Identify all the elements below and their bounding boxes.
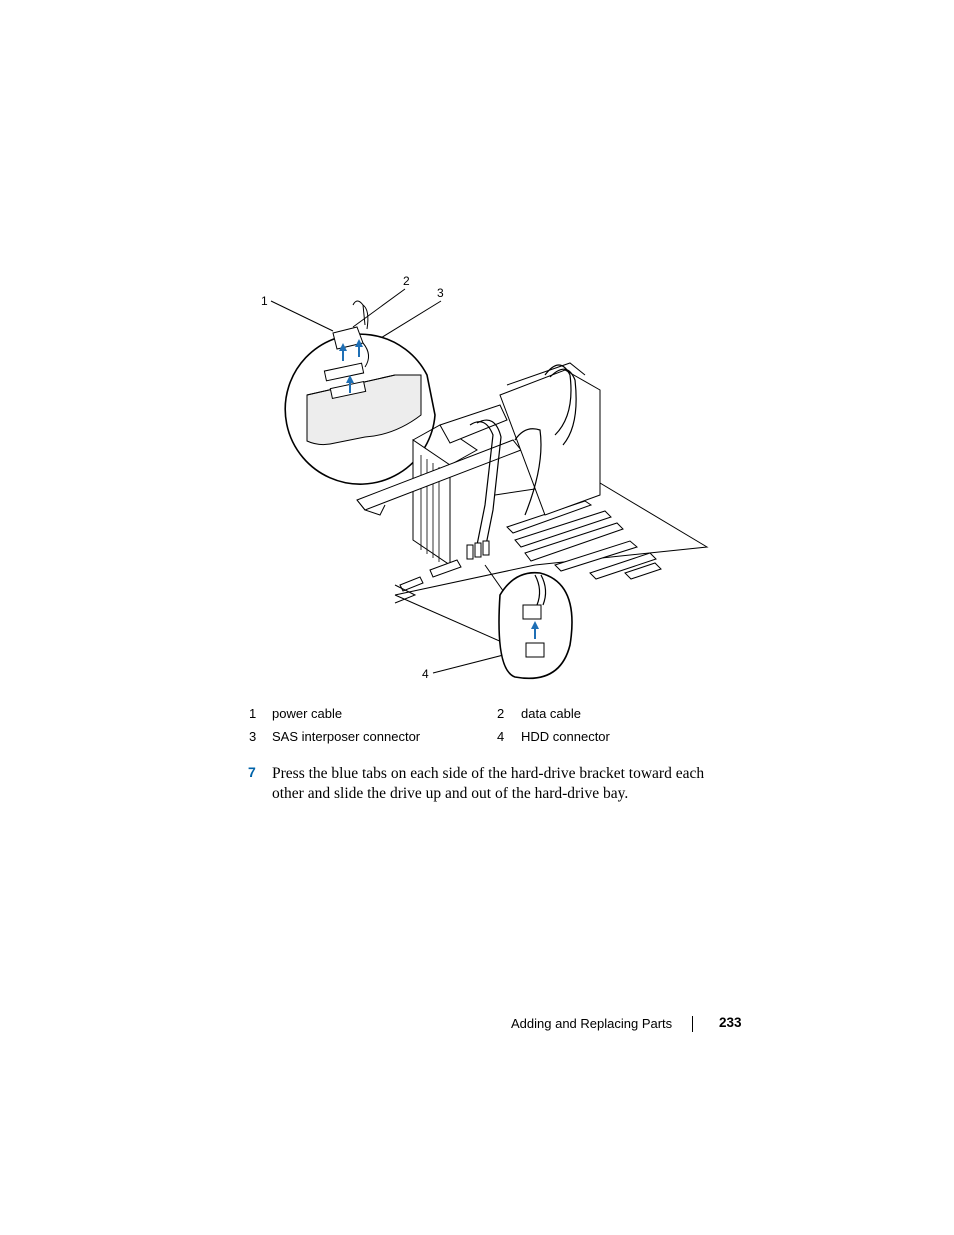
legend-label: SAS interposer connector (272, 729, 421, 744)
legend-label: power cable (272, 706, 343, 721)
legend-number: 1 (249, 706, 257, 721)
step-number: 7 (248, 764, 256, 780)
hard-drive-removal-illustration (245, 265, 725, 685)
legend-number: 2 (497, 706, 505, 721)
footer-section-title: Adding and Replacing Parts (511, 1016, 673, 1031)
legend-label: HDD connector (521, 729, 610, 744)
legend-item-4 (497, 729, 697, 745)
callout-3: 3 (437, 286, 444, 300)
legend-number: 4 (497, 729, 505, 744)
callout-4: 4 (422, 667, 429, 681)
legend-item-2 (497, 706, 697, 722)
leader-line-1 (271, 301, 333, 331)
callout-1: 1 (261, 294, 268, 308)
step-text: Press the blue tabs on each side of the hard-drive bracket toward each other and slide the drive up and out of the hard-drive bay. (272, 765, 705, 802)
legend-item-3 (249, 729, 469, 745)
callout-2: 2 (403, 274, 410, 288)
page-number: 233 (719, 1015, 742, 1030)
footer-separator (692, 1016, 693, 1032)
legend-number: 3 (249, 729, 257, 744)
leader-line-2 (353, 289, 405, 327)
inset-magnifier-bottom (499, 573, 572, 679)
legend-label: data cable (521, 706, 581, 721)
legend-item-1 (249, 706, 469, 722)
